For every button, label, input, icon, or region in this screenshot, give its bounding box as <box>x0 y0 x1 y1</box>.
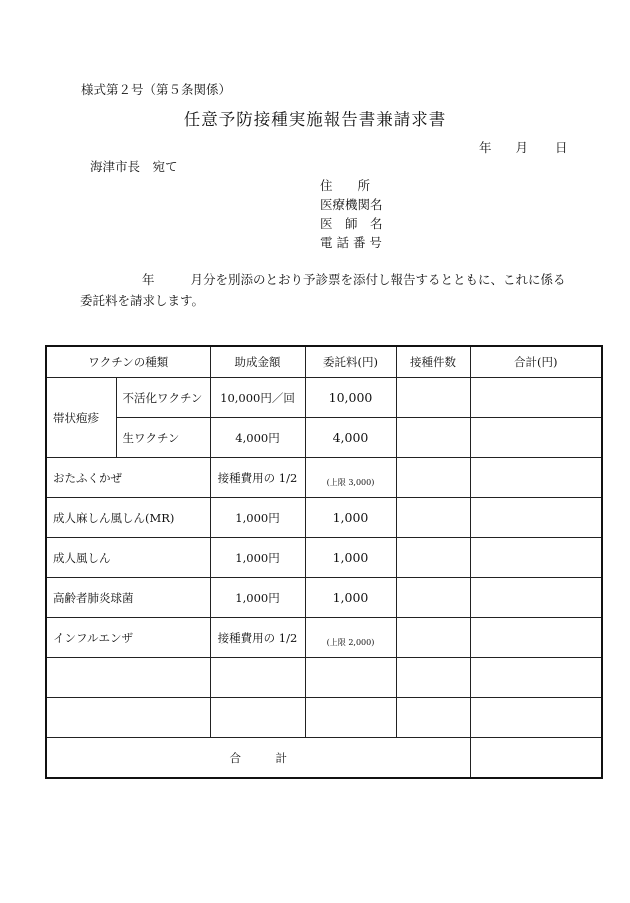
fee-cap-note: (上限 2,000) <box>326 638 375 647</box>
vaccine-name: 成人麻しん風しん(MR) <box>46 498 210 538</box>
sender-phone-label: 電 話 番 号 <box>320 235 382 250</box>
fee-cell <box>305 458 396 498</box>
subsidy-amount: 接種費用の 1/2 <box>210 618 305 658</box>
empty-cell[interactable] <box>305 698 396 738</box>
vaccine-table <box>45 345 603 779</box>
header-count: 接種件数 <box>396 346 470 378</box>
addressee: 海津市長 宛て <box>90 159 178 174</box>
empty-cell[interactable] <box>305 658 396 698</box>
fee-amount: 10,000 <box>305 378 396 418</box>
date-month-label: 月 <box>515 140 529 155</box>
table-header-row <box>46 346 602 378</box>
empty-cell[interactable] <box>396 698 470 738</box>
total-cell[interactable] <box>470 618 602 658</box>
subsidy-amount: 4,000円 <box>210 418 305 458</box>
fee-cap-note: (上限 3,000) <box>326 478 375 487</box>
shingles-group-label: 帯状疱疹 <box>46 378 116 458</box>
total-cell[interactable] <box>470 578 602 618</box>
date-line <box>479 138 568 156</box>
vaccine-name: おたふくかぜ <box>46 458 210 498</box>
fee-amount: 4,000 <box>305 418 396 458</box>
table-row-empty <box>46 658 602 698</box>
header-vaccine-type: ワクチンの種類 <box>46 346 210 378</box>
fee-cell <box>305 618 396 658</box>
grand-total-cell[interactable] <box>470 738 602 779</box>
body-line1: 月分を別添のとおり予診票を添付し報告するとともに、これに係る <box>190 272 566 287</box>
total-cell[interactable] <box>470 538 602 578</box>
count-cell[interactable] <box>396 418 470 458</box>
table-row <box>46 498 602 538</box>
count-cell[interactable] <box>396 378 470 418</box>
subsidy-amount: 1,000円 <box>210 498 305 538</box>
subsidy-amount: 1,000円 <box>210 538 305 578</box>
subsidy-amount: 接種費用の 1/2 <box>210 458 305 498</box>
vaccine-name: 不活化ワクチン <box>116 378 210 418</box>
total-cell[interactable] <box>470 458 602 498</box>
empty-cell[interactable] <box>46 698 210 738</box>
count-cell[interactable] <box>396 458 470 498</box>
document-title: 任意予防接種実施報告書兼請求書 <box>183 110 447 129</box>
subsidy-amount: 1,000円 <box>210 578 305 618</box>
header-subsidy: 助成金額 <box>210 346 305 378</box>
sender-institution-label: 医療機関名 <box>320 197 383 212</box>
table-row-empty <box>46 698 602 738</box>
header-fee: 委託料(円) <box>305 346 396 378</box>
total-label: 合 計 <box>46 738 470 779</box>
count-cell[interactable] <box>396 578 470 618</box>
table-row <box>46 538 602 578</box>
table-row <box>46 618 602 658</box>
count-cell[interactable] <box>396 498 470 538</box>
body-paragraph <box>80 269 580 311</box>
vaccine-name: 高齢者肺炎球菌 <box>46 578 210 618</box>
count-cell[interactable] <box>396 618 470 658</box>
empty-cell[interactable] <box>210 698 305 738</box>
sender-doctor-label: 医 師 名 <box>320 216 383 231</box>
table-row <box>46 458 602 498</box>
count-cell[interactable] <box>396 538 470 578</box>
subsidy-amount: 10,000円／回 <box>210 378 305 418</box>
empty-cell[interactable] <box>470 658 602 698</box>
date-year-label: 年 <box>479 140 492 155</box>
form-number: 様式第２号（第５条関係） <box>81 82 232 97</box>
header-total: 合計(円) <box>470 346 602 378</box>
fee-amount: 1,000 <box>305 538 396 578</box>
body-line2: 委託料を請求します。 <box>80 293 205 308</box>
empty-cell[interactable] <box>396 658 470 698</box>
table-row <box>46 378 602 418</box>
date-day-label: 日 <box>555 140 568 155</box>
total-cell[interactable] <box>470 498 602 538</box>
total-cell[interactable] <box>470 418 602 458</box>
empty-cell[interactable] <box>210 658 305 698</box>
vaccine-name: インフルエンザ <box>46 618 210 658</box>
fee-amount: 1,000 <box>305 498 396 538</box>
empty-cell[interactable] <box>46 658 210 698</box>
fee-amount: 1,000 <box>305 578 396 618</box>
table-total-row <box>46 738 602 779</box>
vaccine-name: 生ワクチン <box>116 418 210 458</box>
vaccine-name: 成人風しん <box>46 538 210 578</box>
empty-cell[interactable] <box>470 698 602 738</box>
sender-address-label: 住 所 <box>320 178 371 193</box>
table-row <box>46 418 602 458</box>
body-year-label: 年 <box>142 272 155 287</box>
table-row <box>46 578 602 618</box>
total-cell[interactable] <box>470 378 602 418</box>
